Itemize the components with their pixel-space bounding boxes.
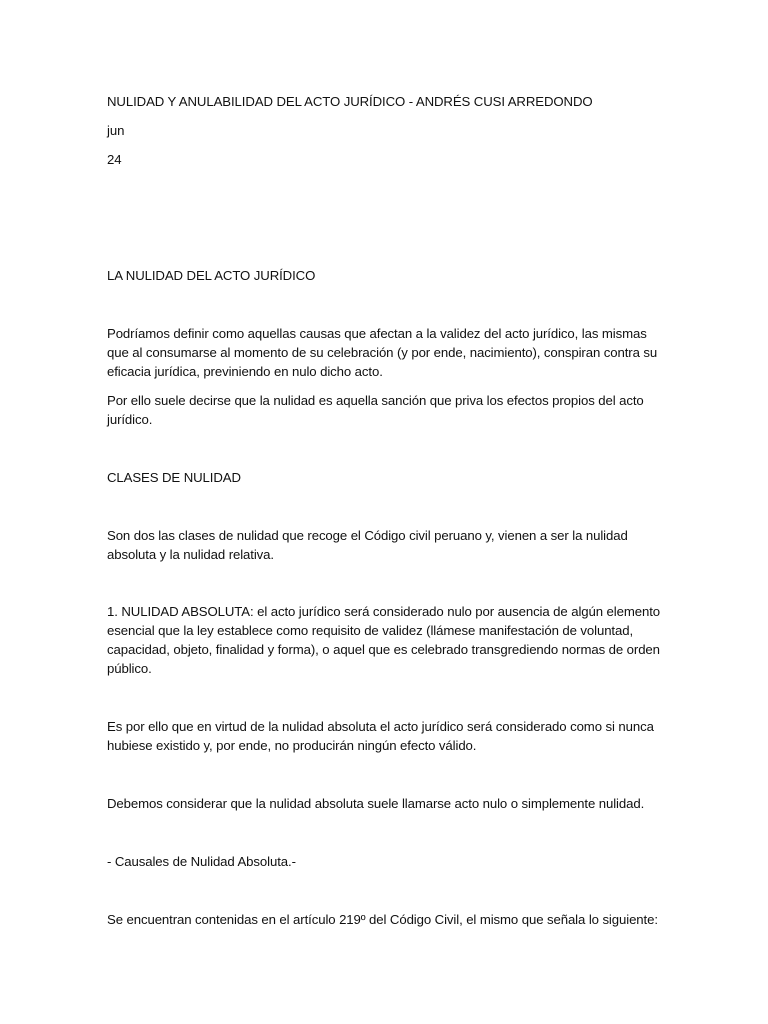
date-month: jun xyxy=(107,123,125,138)
document-title: NULIDAD Y ANULABILIDAD DEL ACTO JURÍDICO - ANDRÉS CUSI ARREDONDO xyxy=(107,94,593,109)
paragraph-consider: Debemos considerar que la nulidad absoluta suele llamarse acto nulo o simplemente nulidad. xyxy=(107,796,645,811)
section-heading: LA NULIDAD DEL ACTO JURÍDICO xyxy=(107,268,316,283)
paragraph-sanction: Por ello suele decirse que la nulidad es aquella sanción que priva los efectos propios del acto jurídico. xyxy=(107,393,644,427)
paragraph-absolute-nullity: 1. NULIDAD ABSOLUTA: el acto jurídico será considerado nulo por ausencia de algún elemento esencial que la ley establece como requisito de validez (llámese manifestación de voluntad, capacidad, objeto, finalidad y forma), o aquel que es celebrado transgrediendo normas de orden público. xyxy=(107,604,661,676)
paragraph-virtue: Es por ello que en virtud de la nulidad absoluta el acto jurídico será considerado como si nunca hubiese existido y, por ende, no producirán ningún efecto válido. xyxy=(107,719,654,753)
classes-heading: CLASES DE NULIDAD xyxy=(107,470,241,485)
paragraph-article: Se encuentran contenidas en el artículo 219º del Código Civil, el mismo que señala lo siguiente: xyxy=(107,912,658,927)
paragraph-classes: Son dos las clases de nulidad que recoge el Código civil peruano y, vienen a ser la nulidad absoluta y la nulidad relativa. xyxy=(107,528,628,562)
paragraph-definition: Podríamos definir como aquellas causas que afectan a la validez del acto jurídico, las mismas que al consumarse al momento de su celebración (y por ende, nacimiento), conspiran contra su eficacia jurídica, previniendo en nulo dicho acto. xyxy=(107,326,658,379)
date-day: 24 xyxy=(107,152,122,167)
causales-heading: - Causales de Nulidad Absoluta.- xyxy=(107,854,296,869)
